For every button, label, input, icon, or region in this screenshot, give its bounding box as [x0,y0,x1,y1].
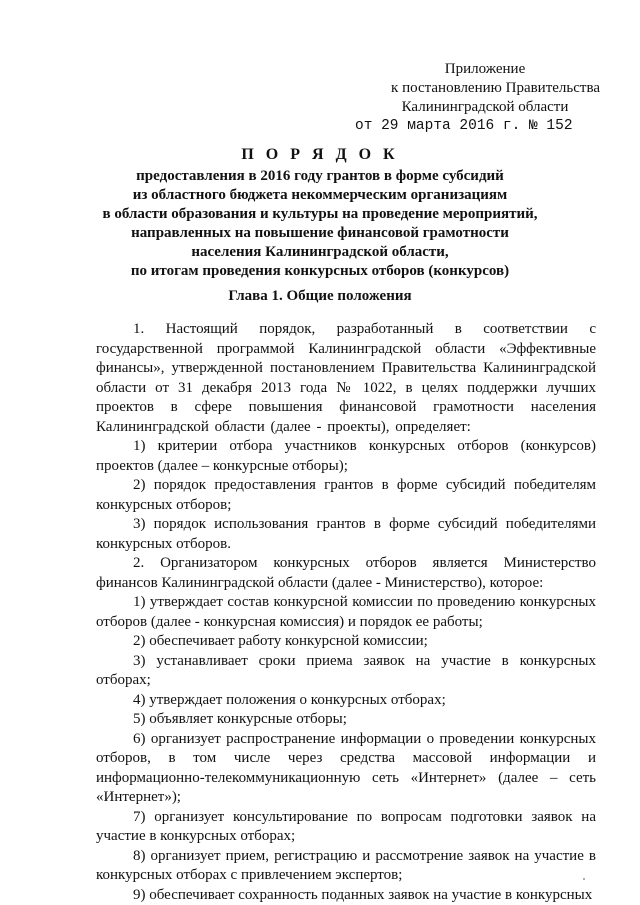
title-line: населения Калининградской области, [191,244,449,260]
title-heading: П О Р Я Д О К [241,146,399,163]
title-line: в области образования и культуры на проведение мероприятий, [102,206,538,222]
paragraph: 5) объявляет конкурсные отборы; [133,711,347,727]
appendix-date-number: от 29 марта 2016 г. № 152 [355,118,573,134]
paragraph: 1) утверждает состав конкурсной комиссии по проведению конкурсных отборов (далее - конкурсная комиссия) и порядок ее работы; [96,594,596,630]
paragraph: 7) организует консультирование по вопросам подготовки заявок на участие в конкурсных отборах; [96,808,596,844]
title-line: из областного бюджета некоммерческим организациям [132,187,508,203]
paragraph: 2) обеспечивает работу конкурсной комиссии; [133,633,428,649]
paragraph: 3) устанавливает сроки приема заявок на участие в конкурсных отборах; [96,652,596,688]
scan-speck [583,878,585,880]
appendix-region: Калининградской области [401,99,569,115]
paragraph: 4) утверждает положения о конкурсных отборах; [133,691,446,708]
paragraph: 2. Организатором конкурсных отборов является Министерство финансов Калининградской области (далее - Министерство), которое: [96,555,596,591]
document-title [0,145,640,281]
paragraph: 3) порядок использования грантов в форме субсидий победителями конкурсных отборов. [96,516,596,552]
title-line: по итогам проведения конкурсных отборов (конкурсов) [130,263,510,279]
paragraph: 1. Настоящий порядок, разработанный в соответствии с государственной программой Калининградской области «Эффективные финансы», утвержденной постановлением Правительства Калининградской области от 31 декабря 2013 года № 1022, в целях поддержки лучших проектов в сфере повышения финансовой грамотности населения Калининградской области (далее - проекты), определяет: [96,321,596,435]
appendix-block [330,60,600,136]
paragraph: 1) критерии отбора участников конкурсных отборов (конкурсов) проектов (далее – конкурсные отборы); [96,438,596,474]
paragraph: 6) организует распространение информации о проведении конкурсных отборов, в том числе через средства массовой информации и информационно-телекоммуникационную сеть «Интернет» (далее – сеть «Интернет»); [96,730,596,805]
paragraph: 2) порядок предоставления грантов в форме субсидий победителям конкурсных отборов; [96,477,596,513]
title-line: направленных на повышение финансовой грамотности [131,225,509,241]
document-body [96,320,596,905]
chapter-heading: Глава 1. Общие положения [228,288,412,304]
appendix-title: Приложение [444,61,526,77]
paragraph: 8) организует прием, регистрацию и рассмотрение заявок на участие в конкурсных отборах с привлечением экспертов; [96,847,596,883]
title-line: предоставления в 2016 году грантов в форме субсидий [136,168,504,184]
paragraph: 9) обеспечивает сохранность поданных заявок на участие в конкурсных [133,886,593,903]
appendix-decree: к постановлению Правительства [391,80,600,96]
